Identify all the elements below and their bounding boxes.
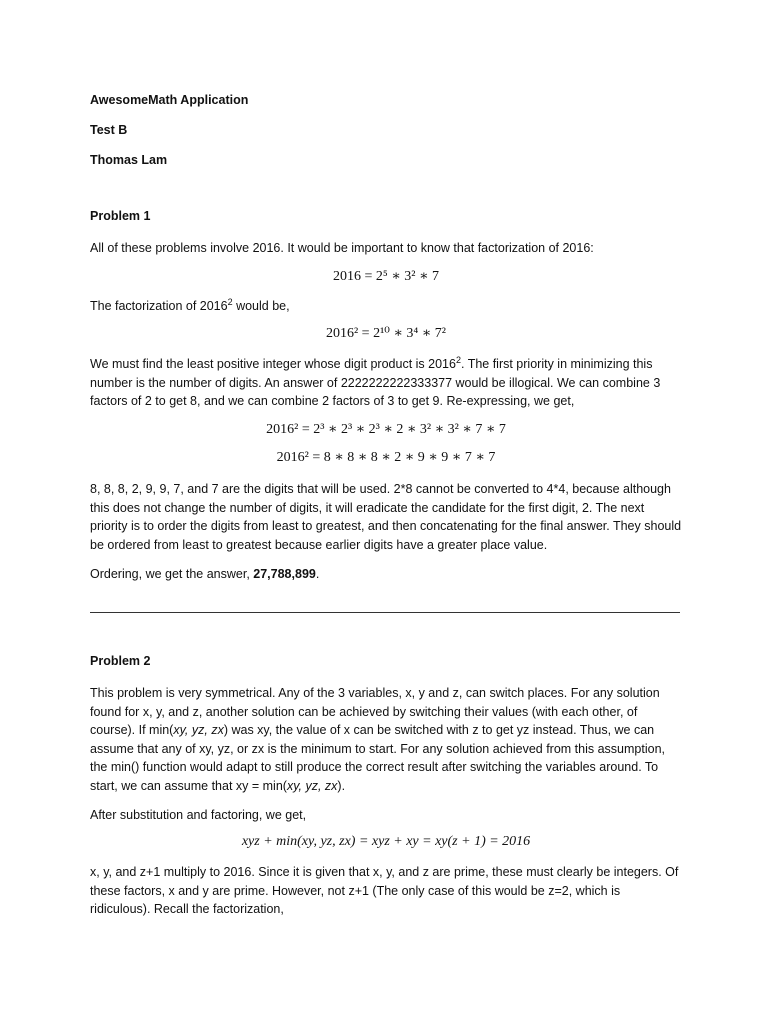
equation-re-expressed: 2016² = 2³ ∗ 2³ ∗ 2³ ∗ 2 ∗ 3² ∗ 3² ∗ 7 ∗ 7 — [266, 422, 506, 437]
equation-factorization: 2016 = 2⁵ ∗ 3² ∗ 7 — [332, 269, 439, 284]
problem-2-paragraph-symmetry: This problem is very symmetrical. Any of the 3 variables, x, y and z, can switch places. For any solution found for x, y, and z, another solution can be achieved by switching their values (with each other, of course). If min(xy, yz, zx) was xy, the value of x can be switched with z to get yz instead. Thus, we can assume that any of xy, yz, or zx is the minimum to start. For any solution achieved from this assumption, the min() function would adapt to still produce the correct result after switching the variables around. To start, we can assume that xy = min(xy, yz, zx). — [90, 686, 665, 793]
problem-2-substitution: After substitution and factoring, we get, — [90, 808, 307, 822]
test-label: Test B — [90, 123, 128, 137]
problem-1-intro: All of these problems involve 2016. It would be important to know that factorization of 2016: — [90, 241, 594, 255]
author-name: Thomas Lam — [90, 153, 168, 167]
problem-2-paragraph-prime: x, y, and z+1 multiply to 2016. Since it is given that x, y, and z are prime, these must clearly be integers. Of these factors, x and y are prime. However, not z+1 (The only case of this would be z=2, which is ridiculous). Recall the factorization, — [90, 865, 679, 916]
document-title: AwesomeMath Application — [90, 93, 249, 107]
problem-1-paragraph-digits: 8, 8, 8, 2, 9, 9, 7, and 7 are the digits that will be used. 2*8 cannot be converted to 4*4, because although this does not change the number of digits, it will eradicate the candidate for the first digit, 2. The next priority is to order the digits from least to greatest, and then concatenating for the final answer. They should be ordered from least to greatest because earlier digits have a greater place value. — [90, 482, 682, 552]
problem-2-heading: Problem 2 — [90, 654, 151, 668]
problem-1-square-intro: The factorization of 2016$^2$ would be, — [90, 296, 290, 313]
equation-substitution: xyz + min(xy, yz, zx) = xyz + xy = xy(z + 1) = 2016 — [241, 834, 531, 849]
section-divider — [90, 612, 680, 613]
problem-1-answer: Ordering, we get the answer, 27,788,899. — [90, 567, 320, 581]
equation-square-factorization: 2016² = 2¹⁰ ∗ 3⁴ ∗ 7² — [325, 326, 446, 341]
problem-1-heading: Problem 1 — [90, 209, 151, 223]
problem-1-paragraph-digit-product: We must find the least positive integer whose digit product is 2016$^2$. The first priority in minimizing this number is the number of digits. An answer of 2222222222333377 would be illogical. We can combine 3 factors of 2 to get 8, and we can combine 2 factors of 3 to get 9. Re-expressing, we get, — [90, 354, 661, 408]
equation-digits: 2016² = 8 ∗ 8 ∗ 8 ∗ 2 ∗ 9 ∗ 9 ∗ 7 ∗ 7 — [276, 450, 496, 465]
final-answer: 27,788,899 — [253, 567, 316, 581]
